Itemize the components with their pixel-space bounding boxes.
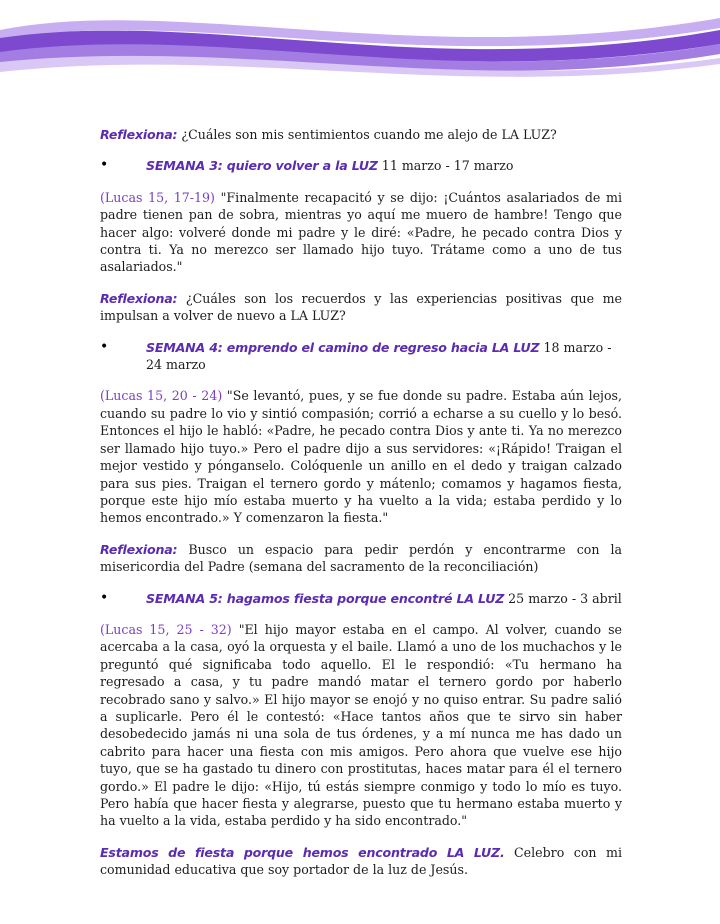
week-5-citation: (Lucas 15, 25 - 32) bbox=[100, 621, 232, 637]
week-3-text: "Finalmente recapacitó y se dijo: ¡Cuántos asalariados de mi padre tienen pan de sobra, mientras yo aquí me muero de hambre! Tengo que hacer algo: volveré donde mi padre y le diré: «Padre, he pecado contra Dios y contra ti. Ya no merezco ser llamado hijo tuyo. Trátame como a uno de tus asalariados." bbox=[100, 189, 622, 275]
week-5-heading: SEMANA 5: hagamos fiesta porque encontré LA LUZ bbox=[146, 590, 505, 606]
reflexion-2 bbox=[100, 290, 622, 325]
week-4-passage bbox=[100, 387, 622, 526]
closing-text: Celebro con mi comunidad educativa que soy portador de la luz de Jesús. bbox=[100, 844, 622, 878]
week-4-heading: SEMANA 4: emprendo el camino de regreso hacia LA LUZ bbox=[146, 339, 540, 355]
week-5-text: "El hijo mayor estaba en el campo. Al volver, cuando se acercaba a la casa, oyó la orquesta y el baile. Llamó a uno de los muchachos y le preguntó qué significaba todo aquello. El le respondió: «Tu hermano ha regresado a casa, y tu padre mandó matar el ternero gordo por haberlo recobrado sano y salvo.» El hijo mayor se enojó y no quiso entrar. Su padre salió a suplicarle. Pero él le contestó: «Hace tantos años que te sirvo sin haber desobedecido jamás ni una sola de tus órdenes, y a mí nunca me has dado un cabrito para hacer una fiesta con mis amigos. Pero ahora que vuelve ese hijo tuyo, que se ha gastado tu dinero con prostitutas, haces matar para él el ternero gordo.» El padre le dijo: «Hijo, tú estás siempre conmigo y todo lo mío es tuyo. Pero había que hacer fiesta y alegrarse, puesto que tu hermano estaba muerto y ha vuelto a la vida, estaba perdido y ha sido encontrado." bbox=[100, 621, 622, 829]
week-4-dates: 18 marzo - 24 marzo bbox=[146, 339, 612, 373]
bullet-icon: • bbox=[100, 338, 109, 355]
week-4-citation: (Lucas 15, 20 - 24) bbox=[100, 388, 223, 404]
week-3-citation: (Lucas 15, 17-19) bbox=[100, 189, 215, 205]
week-3-dates: 11 marzo - 17 marzo bbox=[377, 158, 514, 174]
reflexion-text: Busco un espacio para pedir perdón y encontrarme con la misericordia del Padre (semana del sacramento de la reconciliación) bbox=[100, 541, 622, 575]
reflexion-label: Reflexiona: bbox=[100, 290, 178, 306]
document-body bbox=[100, 126, 622, 893]
bullet-icon: • bbox=[100, 589, 109, 606]
closing-paragraph bbox=[100, 844, 622, 879]
week-3-heading: SEMANA 3: quiero volver a la LUZ bbox=[146, 158, 378, 174]
reflexion-label: Reflexiona: bbox=[100, 541, 178, 557]
closing-label: Estamos de fiesta porque hemos encontrado LA LUZ. bbox=[100, 844, 505, 860]
reflexion-label: Reflexiona: bbox=[100, 127, 178, 142]
week-5-passage bbox=[100, 621, 622, 830]
week-5-dates: 25 marzo - 3 abril bbox=[504, 590, 622, 606]
week-3-heading-line bbox=[100, 157, 622, 174]
reflexion-text: ¿Cuáles son mis sentimientos cuando me alejo de LA LUZ? bbox=[177, 127, 557, 142]
reflexion-3 bbox=[100, 541, 622, 576]
week-3-passage bbox=[100, 189, 622, 276]
week-4-heading-line bbox=[100, 339, 622, 374]
reflexion-1 bbox=[100, 126, 622, 143]
reflexion-text: ¿Cuáles son los recuerdos y las experiencias positivas que me impulsan a volver de nuevo a LA LUZ? bbox=[100, 290, 622, 324]
week-5-heading-line bbox=[100, 590, 622, 607]
header-ribbon-decoration bbox=[0, 0, 720, 95]
bullet-icon: • bbox=[100, 157, 109, 174]
week-4-text: "Se levantó, pues, y se fue donde su padre. Estaba aún lejos, cuando su padre lo vio y sintió compasión; corrió a echarse a su cuello y lo besó. Entonces el hijo le habló: «Padre, he pecado contra Dios y ante ti. Ya no merezco ser llamado hijo tuyo.» Pero el padre dijo a sus servidores: «¡Rápido! Traigan el mejor vestido y pónganselo. Colóquenle un anillo en el dedo y traigan calzado para sus pies. Traigan el ternero gordo y mátenlo; comamos y hagamos fiesta, porque este hijo mío estaba muerto y ha vuelto a la vida; estaba perdido y lo hemos encontrado.» Y comenzaron la fiesta." bbox=[100, 388, 623, 526]
